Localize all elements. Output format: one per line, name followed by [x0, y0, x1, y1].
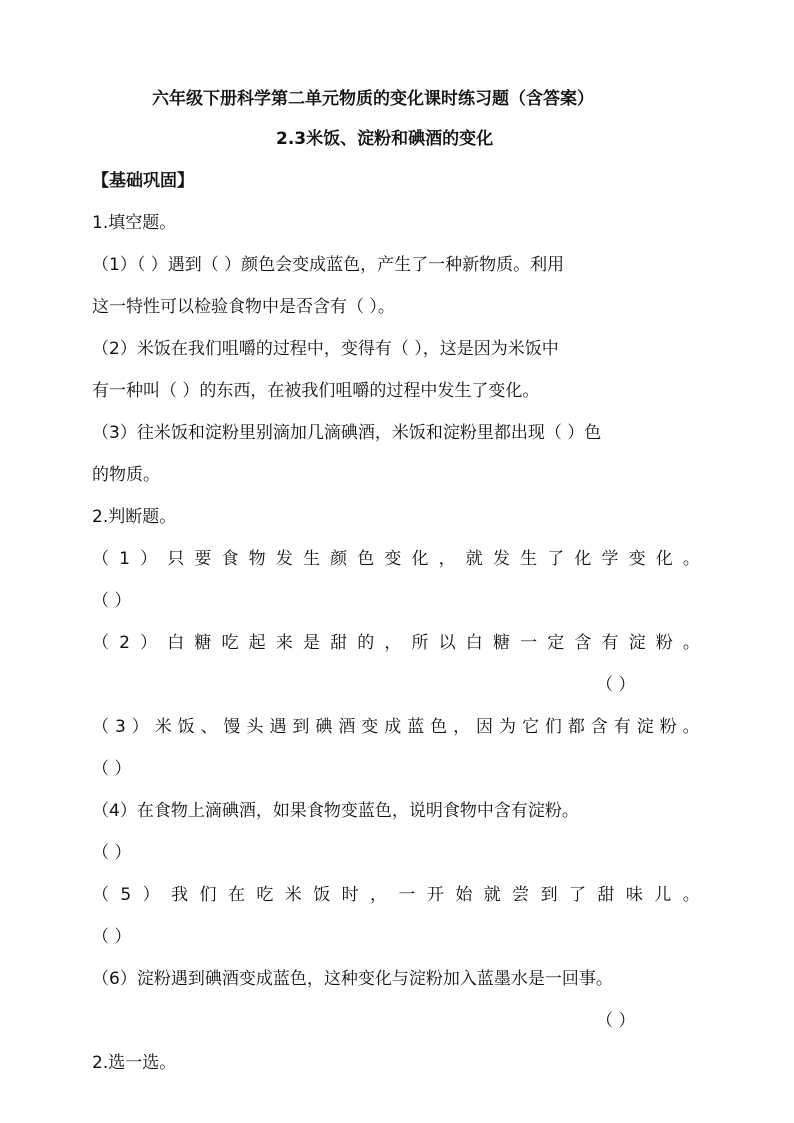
q2-item4: （4）在食物上滴碘酒，如果食物变蓝色，说明食物中含有淀粉。	[92, 801, 579, 821]
q1-item3-line2: 的物质。	[92, 465, 160, 485]
q2-item5-paren: （ ）	[92, 927, 132, 947]
section-heading: 【基础巩固】	[92, 171, 194, 191]
q2-item6-paren: （ ）	[596, 1011, 636, 1031]
document-subtitle: 2.3米饭、淀粉和碘酒的变化	[276, 129, 494, 149]
q2-item3: （ 3 ） 米 饭 、 馒 头 遇 到 碘 酒 变 成 蓝 色 ， 因 为 它 们 都 含 有 淀 粉 。	[92, 717, 700, 737]
q2-heading: 2.判断题。	[92, 507, 177, 527]
q2-item1-paren: （ ）	[92, 591, 132, 611]
document-title: 六年级下册科学第二单元物质的变化课时练习题（含答案）	[152, 89, 594, 109]
q1-item2-line1: （2）米饭在我们咀嚼的过程中，变得有（ ），这是因为米饭中	[92, 339, 559, 359]
q2-item2: （ 2 ） 白 糖 吃 起 来 是 甜 的 ， 所 以 白 糖 一 定 含 有 淀 粉 。	[92, 633, 700, 653]
q2-item3-paren: （ ）	[92, 759, 132, 779]
q2-item1: （ 1 ） 只 要 食 物 发 生 颜 色 变 化 ， 就 发 生 了 化 学 变 化 。	[92, 549, 700, 569]
q1-item1-line2: 这一特性可以检验食物中是否含有（ ）。	[92, 297, 395, 317]
q2-item2-paren: （ ）	[596, 675, 636, 695]
q2-item5: （ 5 ） 我 们 在 吃 米 饭 时 ， 一 开 始 就 尝 到 了 甜 味 儿 。	[92, 885, 700, 905]
q1-item2-line2: 有一种叫（ ）的东西，在被我们咀嚼的过程中发生了变化。	[92, 381, 540, 401]
q1-heading: 1.填空题。	[92, 213, 177, 233]
q1-item1-line1: （1）（ ）遇到（ ）颜色会变成蓝色，产生了一种新物质。利用	[92, 255, 565, 275]
q3-heading: 2.选一选。	[92, 1053, 177, 1073]
q1-item3-line1: （3）往米饭和淀粉里别滴加几滴碘酒，米饭和淀粉里都出现（ ）色	[92, 423, 602, 443]
q2-item6: （6）淀粉遇到碘酒变成蓝色，这种变化与淀粉加入蓝墨水是一回事。	[92, 969, 613, 989]
q2-item4-paren: （ ）	[92, 843, 132, 863]
